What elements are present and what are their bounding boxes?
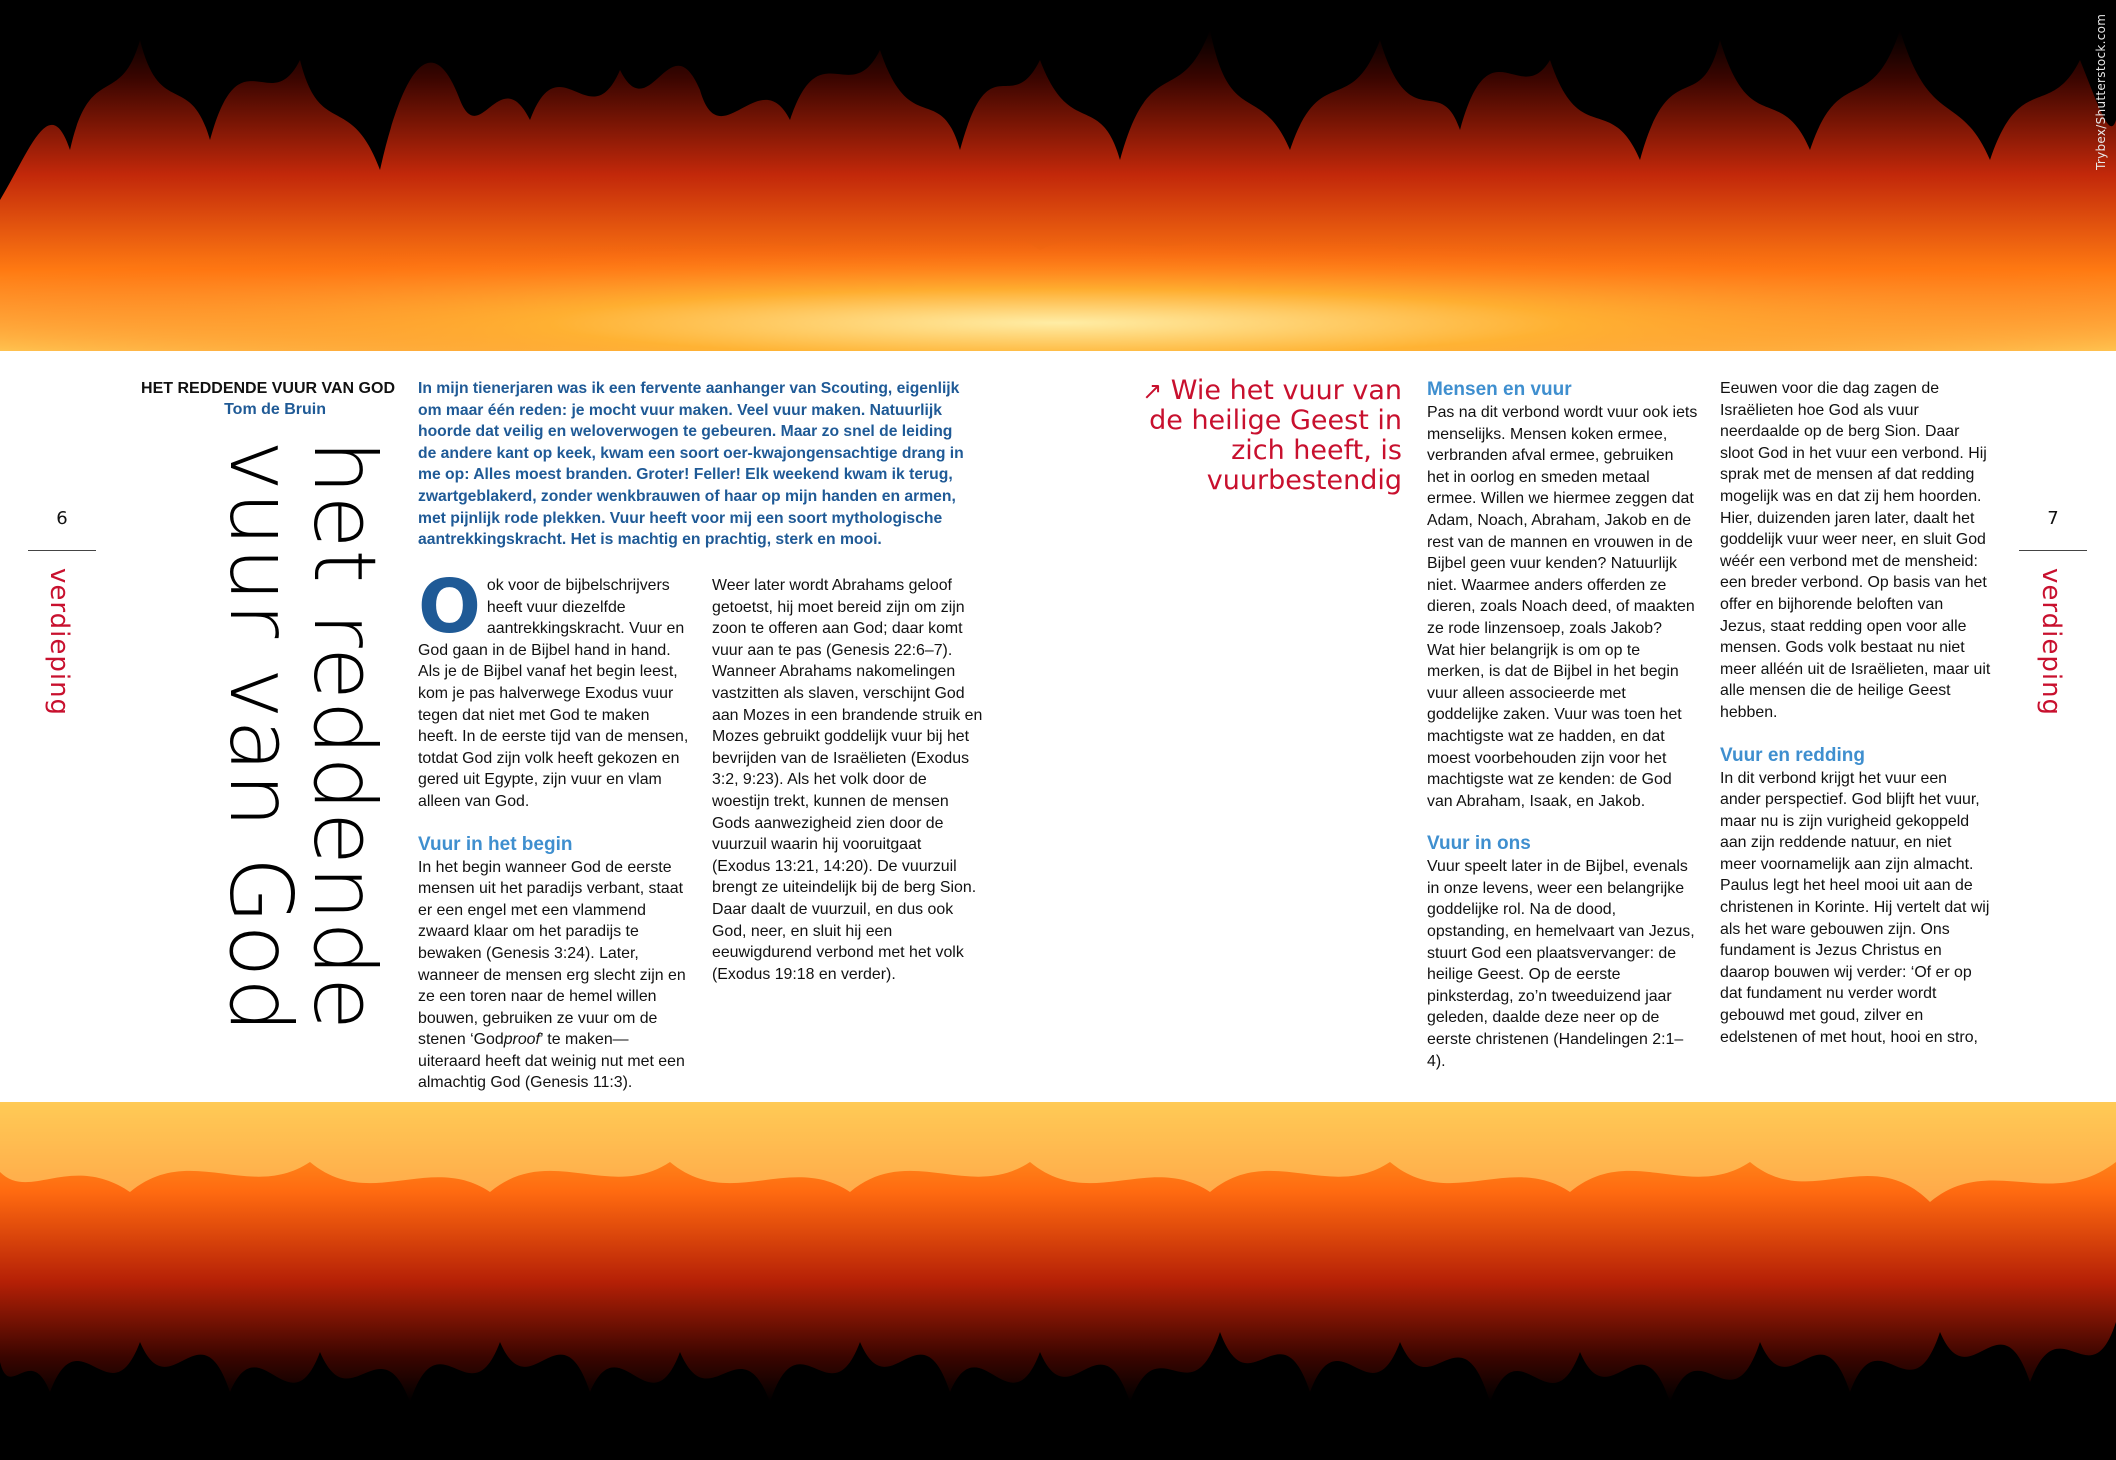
section-label-right: verdieping (2036, 568, 2066, 717)
body-paragraph: Wat hier belangrijk is om op te merken, is dat de Bijbel in het begin vuur alleen associeerde met goddelijke zaken. Vuur was toen het machtigste wat ze hadden, en dat moest voorbehouden zijn voor het machtigste wat ze kenden: de God van Abraham, Isaak, en Jakob. (1427, 641, 1682, 810)
page-rule-right (2019, 550, 2087, 551)
body-paragraph: Weer later wordt Abrahams geloof getoetst, hij moet bereid zijn om zijn zoon te offeren aan God; daar komt vuur aan te pas (Genesis 22:6–7). (712, 577, 965, 659)
page-rule-left (28, 550, 96, 551)
subheading-vuur-en-redding: Vuur en redding (1720, 744, 1865, 766)
body-text: ok voor de bijbelschrijvers heeft vuur diezelfde aantrekkingskracht. Vuur en God gaan in de Bijbel hand in hand. Als je de Bijbel vanaf het begin leest, kom je pas halverwege Exodus vuur tegen dat niet met God te maken heeft. In de eerste tijd van de mensen, totdat God zijn volk heeft gekozen en gered uit Egypte, zijn vuur en vlam alleen van God. (418, 577, 689, 810)
page-number-right: 7 (2047, 508, 2059, 529)
section-label-left: verdieping (44, 568, 74, 717)
pull-quote-text: Wie het vuur van de heilige Geest in zich heeft, is vuurbestendig (1149, 375, 1402, 496)
fire-photo-top (0, 0, 2116, 351)
subheading-vuur-in-ons: Vuur in ons (1427, 833, 1531, 855)
body-paragraph: Eeuwen voor die dag zagen de Israëlieten hoe God als vuur neerdaalde op de berg Sion. Daar sloot God in het vuur een verbond. Hij sprak met de mensen af dat redding mogelijk was en dat zij hem hoorden. Hier, duizenden jaren later, daalt het goddelijk vuur weer neer, en sluit God wéér een verbond met de mensheid: een breder verbond. Op basis van het offer en bijhorende beloften van Jezus, staat redding open voor alle mensen. Gods volk bestaat nu niet meer alléén uit de Israëlieten, maar uit alle mensen die de heilige Geest hebben. (1720, 380, 1991, 721)
pull-quote (1140, 376, 1402, 496)
article-title-line-1: het reddende (294, 440, 394, 1031)
subheading-mensen-en-vuur: Mensen en vuur (1427, 379, 1572, 400)
page-number-left: 6 (56, 508, 68, 529)
body-paragraph: In dit verbond krijgt het vuur een ander perspectief. God blijft het vuur, maar nu is zijn vurigheid gekoppeld aan zijn reddende natuur, en niet meer voornamelijk aan zijn almacht. Paulus legt het heel mooi uit aan de christenen in Korinte. Hij vertelt dat wij als het ware gebouwen zijn. Ons fundament is Jezus Christus en daarop bouwen wij verder: ‘Of er op dat fundament nu verder wordt gebouwd met goud, zilver en edelstenen of met hout, hooi en stro, (1720, 769, 1990, 1046)
body-paragraph (418, 564, 690, 813)
drop-cap: O (418, 564, 481, 650)
body-paragraph (418, 857, 690, 1095)
article-kicker: HET REDDENDE VUUR VAN GOD (141, 380, 395, 397)
body-paragraph: Pas na dit verbond wordt vuur ook iets menselijks. Mensen koken ermee, verbranden afval ermee, gebruiken het in oorlog en smeden metaal ermee. Willen we hiermee zeggen dat Adam, Noach, Abraham, Jakob en de rest van de mannen en vrouwen in de Bijbel geen vuur kenden? Natuurlijk niet. Waarmee anders offerden ze dieren, zoals Noach deed, of maakten ze rode linzensoep, zoals Jakob? (1427, 404, 1698, 637)
body-column-3 (1427, 378, 1699, 1072)
fire-photo-bottom (0, 1102, 2116, 1460)
body-paragraph: Vuur speelt later in de Bijbel, evenals in onze levens, weer een belangrijke goddelijke rol. Na de dood, opstanding, en hemelvaart van Jezus, stuurt God een plaatsvervanger: de heilige Geest. Op de eerste pinksterdag, zo’n tweeduizend jaar geleden, daalde deze neer op de eerste christenen (Handelingen 2:1–4). (1427, 858, 1695, 1070)
article-intro: In mijn tienerjaren was ik een fervente aanhanger van Scouting, eigenlijk om maar één reden: je mocht vuur maken. Veel vuur maken. Natuurlijk hoorde dat veilig en weloverwogen te gebeuren. Maar zo snel de leiding de andere kant op keek, kwam een soort oer-kwajongensachtige drang in me op: Alles moest branden. Groter! Feller! Elk weekend kwam ik terug, zwartgeblakerd, zonder wenkbrauwen of haar op mijn handen en armen, met pijnlijk rode plekken. Vuur heeft voor mij een soort mythologische aantrekkingskracht. Het is machtig en prachtig, sterk en mooi. (418, 380, 964, 549)
body-column-4 (1720, 378, 1992, 1048)
article-title (210, 440, 394, 1040)
body-column-1 (418, 564, 690, 1094)
body-text: ’ te maken—uiteraard heeft dat weinig nut met een almachtig God (Genesis 11:3). (418, 1031, 685, 1092)
body-paragraph: Wanneer Abrahams nakomelingen vastzitten als slaven, verschijnt God aan Mozes in een brandende struik en Mozes gebruikt goddelijk vuur bij het bevrijden van de Israëlieten (Exodus 3:2, 9:23). Als het volk door de woestijn trekt, kunnen de mensen Gods aanwezigheid zien door de vuurzuil waarin hij vooruitgaat (Exodus 13:21, 14:20). De vuurzuil brengt ze uiteindelijk bij de berg Sion. Daar daalt de vuurzuil, en dus ook God, neer, en sluit hij een eeuwigdurend verbond met het volk (Exodus 19:18 en verder). (712, 663, 983, 983)
article-title-line-2: vuur van God (210, 440, 310, 1034)
body-column-2 (712, 575, 984, 985)
subheading-vuur-in-het-begin: Vuur in het begin (418, 833, 573, 855)
article-author: Tom de Bruin (224, 401, 326, 418)
body-text: In het begin wanneer God de eerste mensen uit het paradijs verbant, staat er een engel met een vlammend zwaard klaar om het paradijs te bewaken (Genesis 3:24). Later, wanneer de mensen erg slecht zijn en ze een toren naar de hemel willen bouwen, gebruiken ze vuur om de stenen ‘God (418, 858, 686, 1049)
photo-credit: Trybex/Shutterstock.com (2094, 13, 2108, 170)
body-text-emphasis: proof (503, 1031, 540, 1049)
arrow-up-right-icon: ↗ (1142, 377, 1163, 405)
